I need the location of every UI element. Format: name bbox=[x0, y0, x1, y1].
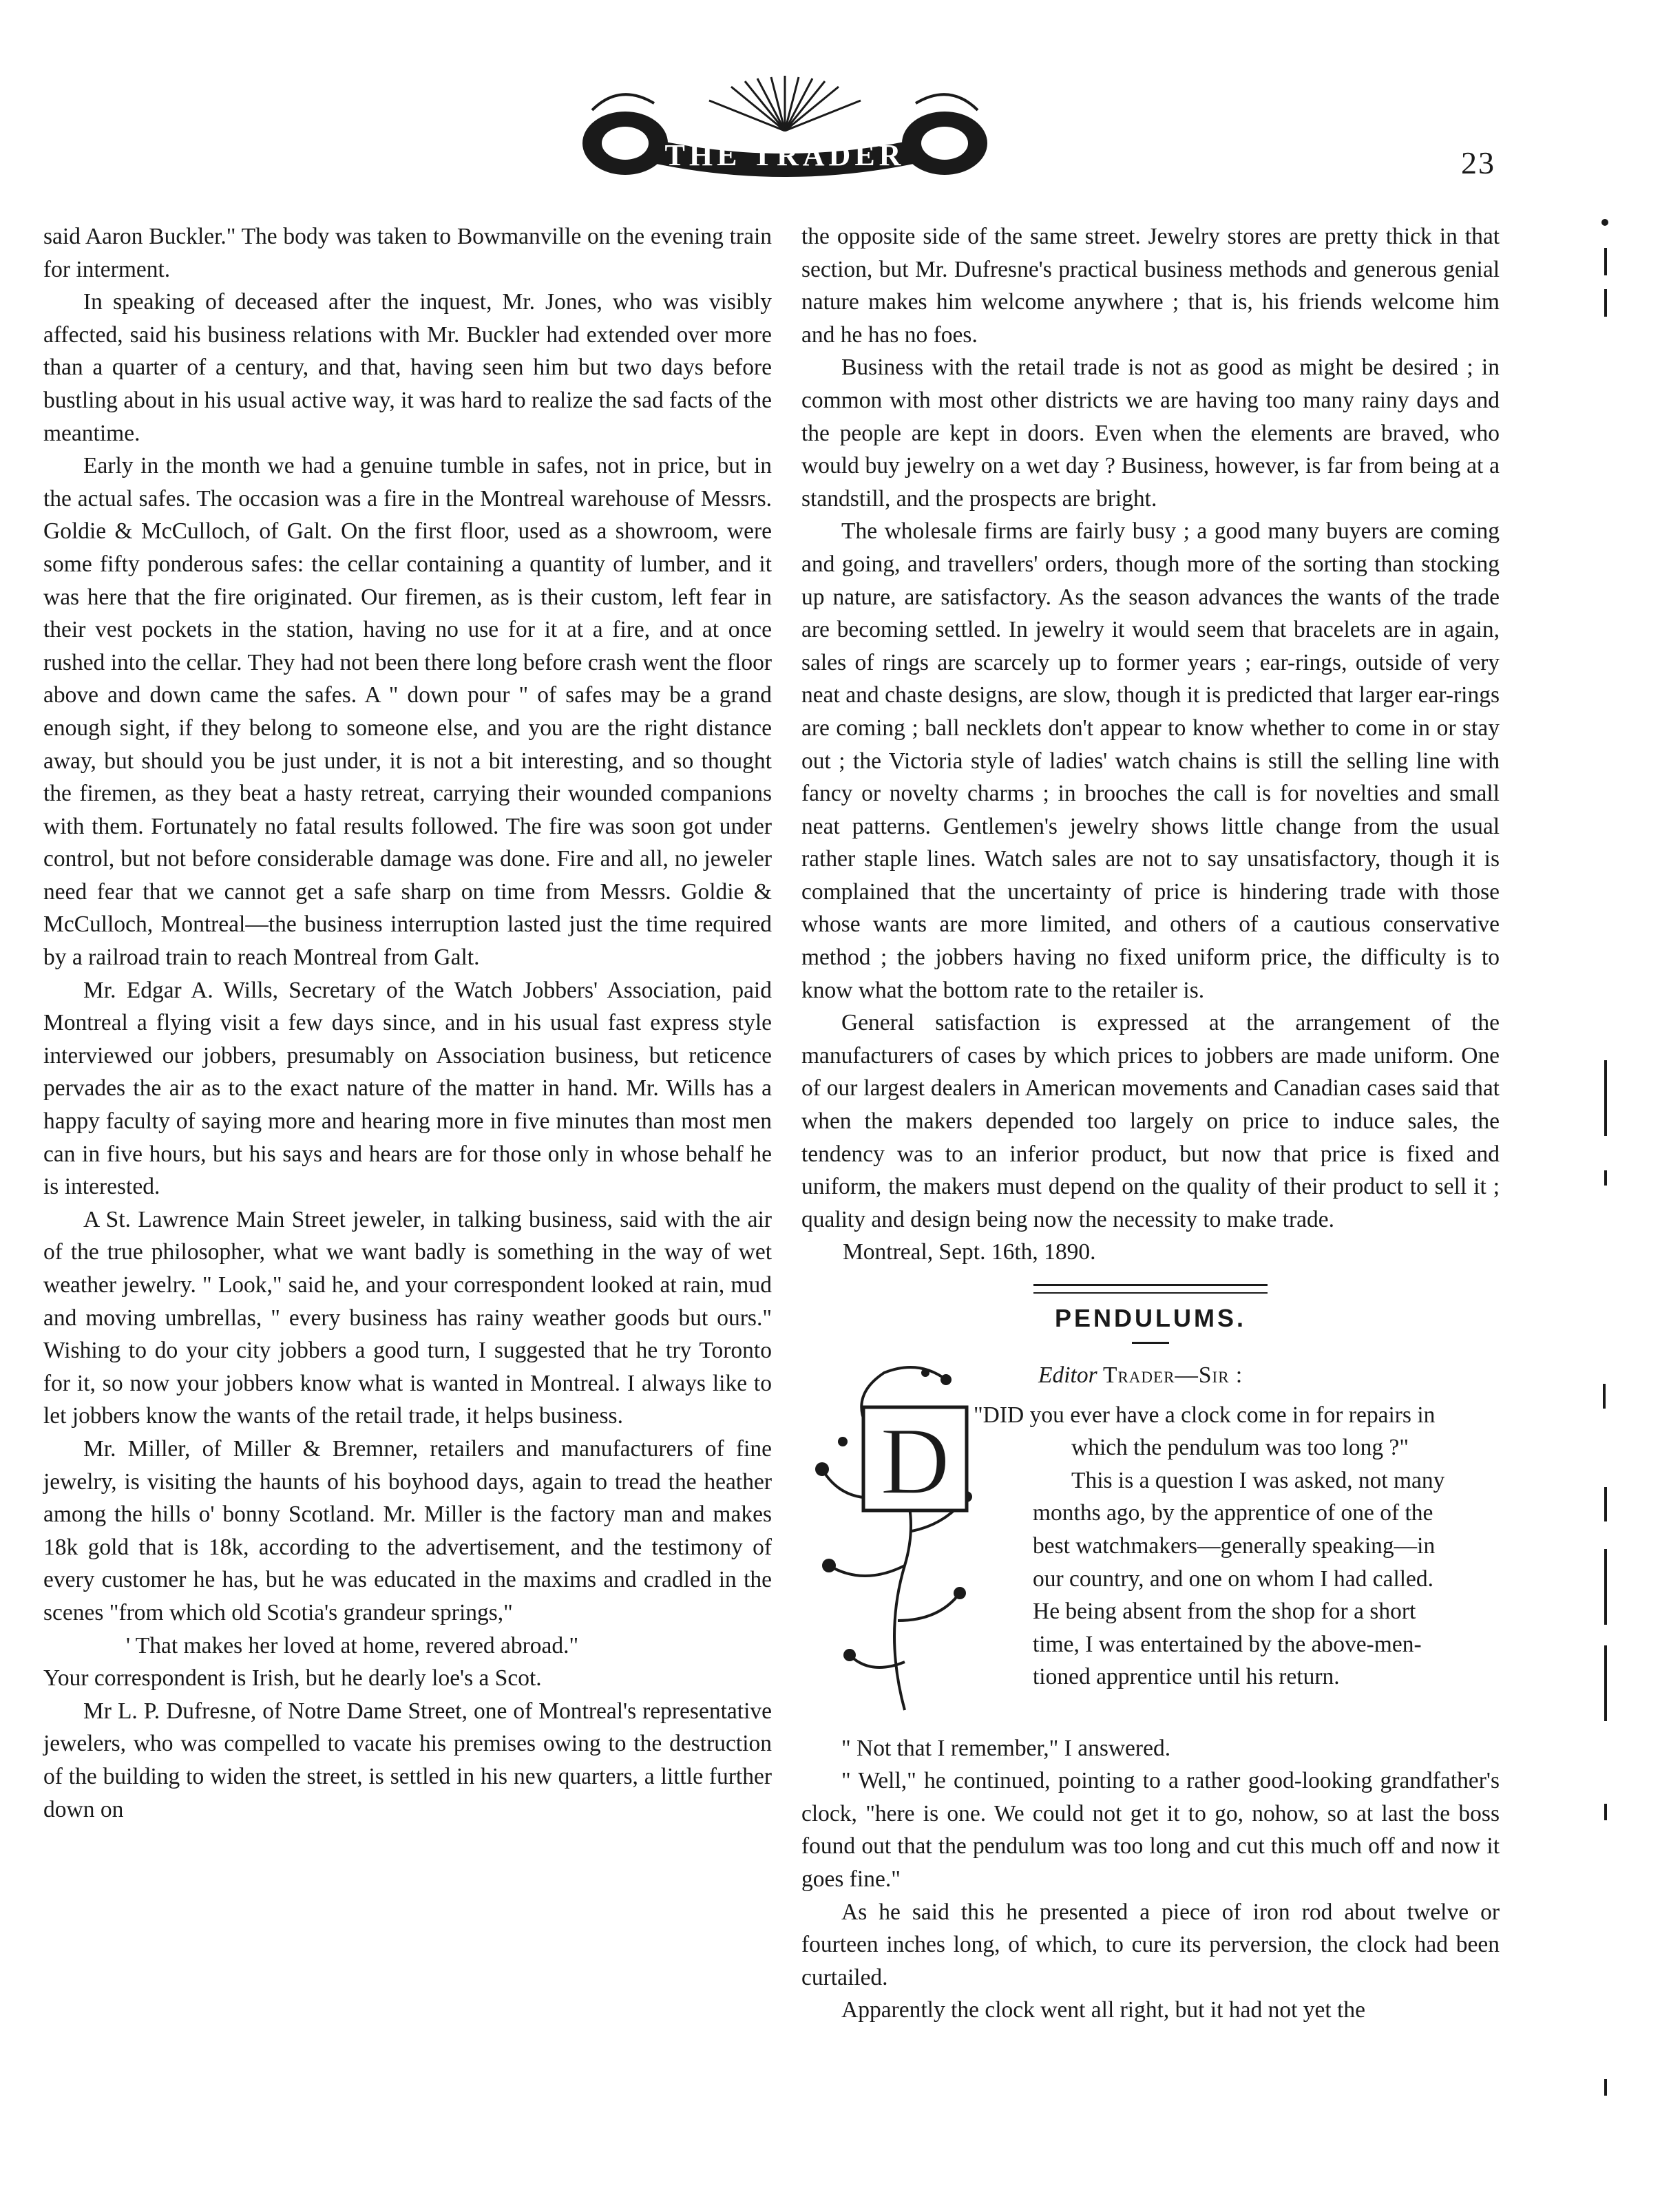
paragraph: The wholesale firms are fairly busy ; a good many buyers are coming and going, and travellers' orders, though more of the sorting than stocking up nature, are satisfactory. As the season advances the wants of the trade are becoming settled. In jewelry it would seem that bracelets are in again, sales of rings are scarcely up to former years ; ear-rings, outside of very neat and chaste designs, are slow, though it is predicted that larger ear-rings are coming ; ball necklets don't appear to know whether to come in or stay out ; the Victoria style of ladies' watch chains is still the selling line with fancy or novelty charms ; in brooches the call is for novelties and small neat patterns. Gentlemen's jewelry shows little change from the usual rather staple lines. Watch sales are not to say unsatisfactory, though it is complained that the uncertainty of price is hindering trade with those whose wants are more limited, and others of a cautious conservative method ; the jobbers having no fixed uniform price, the difficulty is to know what the bottom rate to the retailer is. bbox=[801, 518, 1500, 1003]
paragraph: Your correspondent is Irish, but he dearly loe's a Scot. bbox=[43, 1665, 542, 1692]
paragraph: the opposite side of the same street. Jewelry stores are pretty thick in that section, but Mr. Dufresne's practical business methods and generous genial nature makes him welcome anywhere ; that is, his friends welcome him and he has no foes. bbox=[801, 224, 1500, 348]
letter-line: tioned apprentice until his return. bbox=[1033, 1664, 1340, 1690]
letter-line: best watchmakers—generally speaking—in bbox=[1033, 1532, 1436, 1559]
paragraph: Apparently the clock went all right, but it had not yet the bbox=[841, 1997, 1365, 2023]
paragraph: " Well," he continued, pointing to a rather good-looking grandfather's clock, "here is one. We could not get it to go, nohow, so at last the boss found out that the pendulum was too long and cut this much off and now it goes fine." bbox=[801, 1768, 1500, 1892]
paragraph: said Aaron Buckler." The body was taken to Bowmanville on the evening train for interment. bbox=[43, 224, 772, 282]
salutation bbox=[1038, 1359, 1243, 1392]
letter-line: our country, and one on whom I had called. bbox=[1033, 1566, 1434, 1592]
paragraph: In speaking of deceased after the inquest, Mr. Jones, who was visibly affected, said his business relations with Mr. Buckler had extended over more than a quarter of a century, and that, having seen him but two days before bustling about in his usual active way, it was hard to realize the sad facts of the meantime. bbox=[43, 289, 772, 446]
scan-mark bbox=[1604, 1170, 1607, 1186]
paragraph: Business with the retail trade is not as good as might be desired ; in common with most other districts we are having too many rainy days and the people are kept in doors. Even when the elements are braved, who would buy jewelry on a wet day ? Business, however, is far from being at a standstill, and the prospects are bright. bbox=[801, 355, 1500, 512]
letter-line: months ago, by the apprentice of one of the bbox=[1033, 1500, 1433, 1526]
paragraph: General satisfaction is expressed at the arrangement of the manufacturers of cases by which prices to jobbers are made uniform. One of our largest dealers in American movements and Canadian cases said that when the makers depended too largely on price to induce sales, the tendency was to an inferior product, but now that price is fixed and uniform, the makers must depend on the quality of their product to sell it ; quality and design being now the necessity to make trade. bbox=[801, 1010, 1500, 1232]
letter-opening bbox=[801, 1359, 1500, 1732]
scan-mark bbox=[1601, 219, 1608, 226]
scan-mark bbox=[1604, 2079, 1607, 2096]
section-heading: PENDULUMS. bbox=[1054, 1304, 1246, 1332]
paragraph: Mr L. P. Dufresne, of Notre Dame Street, one of Montreal's representative jewelers, who was compelled to vacate his premises owing to the destruction of the building to widen the street, is settled in his new quarters, a little further down on bbox=[43, 1698, 772, 1822]
scan-mark bbox=[1604, 1549, 1607, 1625]
scan-mark bbox=[1604, 1804, 1607, 1820]
salutation-trader: Trader—Sir : bbox=[1103, 1362, 1243, 1388]
scan-mark bbox=[1604, 1645, 1607, 1721]
section-divider bbox=[1033, 1284, 1268, 1294]
paragraph: As he said this he presented a piece of iron rod about twelve or fourteen inches long, of which, to cure its perversion, the clock had been curtailed. bbox=[801, 1899, 1500, 1990]
dateline: Montreal, Sept. 16th, 1890. bbox=[843, 1239, 1096, 1265]
paragraph: " Not that I remember," I answered. bbox=[841, 1735, 1171, 1761]
paragraph: A St. Lawrence Main Street jeweler, in talking business, said with the air of the true philosopher, what we want badly is something in the way of wet weather jewelry. " Look," said he, and your correspondent looked at rain, mud and moving umbrellas, " every business has rainy weather goods but ours." Wishing to do your city jobbers a good turn, I suggested that he try Toronto for it, so now your jobbers know what is wanted in Montreal. I always like to let jobbers know the wants of the retail trade, it helps business. bbox=[43, 1206, 772, 1429]
page-number: 23 bbox=[1461, 145, 1495, 180]
paragraph: Early in the month we had a genuine tumble in safes, not in price, but in the actual safes. The occasion was a fire in the Montreal warehouse of Messrs. Goldie & McCulloch, of Galt. On the first floor, used as a showroom, were some fifty ponderous safes: the cellar containing a quantity of lumber, and it was here that the fire originated. Our firemen, as is their custom, left fear in their vest pockets in the station, having no use for it at a fire, and at once rushed into the cellar. They had not been there long before crash went the floor above and down came the safes. A " down pour " of safes may be a grand enough sight, if they belong to someone else, and you are the right distance away, but should you be just under, it is not a bit interesting, and so thought the firemen, as they beat a hasty retreat, carrying their wounded companions with them. Fortunately no fatal results followed. The fire was soon got under control, but not before considerable damage was done. Fire and all, no jeweler need fear that we cannot get a safe sharp on time from Messrs. Goldie & McCulloch, Montreal—the business interruption lasted just the time required by a railroad train to reach Montreal from Galt. bbox=[43, 453, 772, 971]
right-column bbox=[801, 220, 1500, 2027]
scan-mark bbox=[1604, 1487, 1607, 1521]
masthead-title: THE TRADER bbox=[664, 138, 905, 172]
letter-line: He being absent from the shop for a short bbox=[1033, 1599, 1416, 1625]
paragraph: Mr. Miller, of Miller & Bremner, retailers and manufacturers of fine jewelry, is visiting the haunts of his boyhood days, again to tread the heather among the hills o' bonny Scotland. Mr. Miller is the factory man and makes 18k gold that is 18k, according to the advertisement, and the testimony of every customer he has, but he was educated in the maxims and cradled in the scenes "from which old Scotia's grandeur springs," bbox=[43, 1435, 772, 1625]
masthead-ornament bbox=[571, 69, 998, 193]
letter-line: which the pendulum was too long ?" bbox=[1071, 1435, 1409, 1461]
scan-mark bbox=[1603, 1384, 1606, 1409]
heading-underline bbox=[1132, 1342, 1169, 1344]
letter-line: "DID you ever have a clock come in for repairs in bbox=[974, 1402, 1436, 1428]
scan-mark bbox=[1604, 248, 1607, 275]
salutation-editor: Editor bbox=[1038, 1362, 1097, 1388]
verse-quote: ' That makes her loved at home, revered abroad." bbox=[126, 1632, 579, 1658]
drop-cap-letter: D bbox=[880, 1407, 950, 1515]
letter-line: This is a question I was asked, not many bbox=[1071, 1467, 1445, 1493]
left-column bbox=[43, 220, 772, 1826]
letter-line: time, I was entertained by the above-men- bbox=[1033, 1631, 1422, 1657]
scan-mark bbox=[1604, 1060, 1607, 1136]
scan-mark bbox=[1604, 289, 1607, 317]
paragraph: Mr. Edgar A. Wills, Secretary of the Watch Jobbers' Association, paid Montreal a flying visit a few days since, and in his usual fast express style interviewed our jobbers, presumably on Association business, but reticence pervades the air as to the exact nature of the matter in hand. Mr. Wills has a happy faculty of saying more and hearing more in five minutes than most men can in five hours, but his says and hears are for those only in whose behalf he is interested. bbox=[43, 977, 772, 1200]
letter-lines bbox=[801, 1399, 1500, 1694]
scan-margin-marks bbox=[1584, 0, 1652, 2212]
